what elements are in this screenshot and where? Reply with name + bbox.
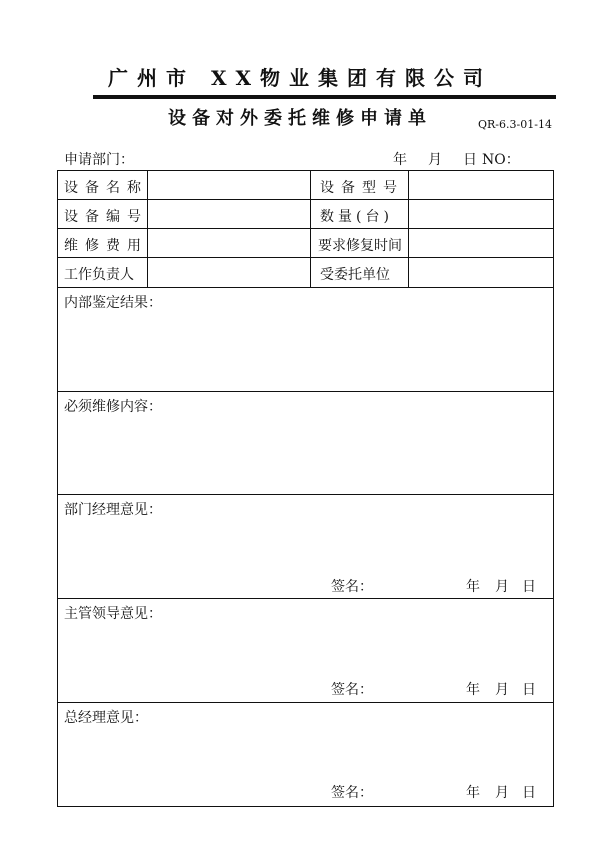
internal-assessment-label: 内部鉴定结果： bbox=[64, 295, 162, 311]
general-manager-month: 月 bbox=[495, 785, 509, 801]
general-manager-day: 日 bbox=[522, 785, 536, 801]
work-leader-field[interactable] bbox=[148, 258, 309, 287]
contractor-unit-field[interactable] bbox=[409, 258, 553, 287]
dept-label: 申请部门： bbox=[64, 152, 134, 168]
equipment-number-label: 设备编号 bbox=[64, 209, 148, 225]
equipment-name-label: 设备名称 bbox=[64, 180, 148, 196]
dept-manager-opinion-area[interactable] bbox=[58, 517, 553, 572]
quantity-label: 数量(台) bbox=[320, 209, 393, 225]
header-rule bbox=[93, 95, 556, 99]
meta-day: 日 bbox=[463, 152, 477, 168]
section-divider bbox=[57, 494, 554, 495]
supervisor-month: 月 bbox=[495, 682, 509, 698]
general-manager-opinion-label: 总经理意见： bbox=[64, 710, 148, 726]
repair-cost-label: 维修费用 bbox=[64, 238, 148, 254]
doc-code: QR-6.3-01-14 bbox=[478, 118, 552, 131]
general-manager-sign-label: 签名： bbox=[331, 785, 373, 801]
section-divider bbox=[57, 702, 554, 703]
supervisor-sign-label: 签名： bbox=[331, 682, 373, 698]
form-title: 设备对外委托维修申请单 bbox=[168, 108, 432, 129]
company-name: 广州市 XX物业集团有限公司 bbox=[108, 66, 492, 90]
dept-manager-opinion-label: 部门经理意见： bbox=[64, 502, 162, 518]
equipment-model-field[interactable] bbox=[409, 171, 553, 199]
no-label: NO： bbox=[482, 152, 520, 168]
required-repair-content-area[interactable] bbox=[58, 414, 553, 493]
general-manager-opinion-area[interactable] bbox=[58, 725, 553, 780]
general-manager-year: 年 bbox=[466, 785, 480, 801]
section-divider bbox=[57, 391, 554, 392]
row-divider bbox=[57, 287, 554, 288]
col-divider bbox=[310, 170, 311, 287]
repair-cost-field[interactable] bbox=[148, 229, 309, 257]
required-repair-content-label: 必须维修内容： bbox=[64, 399, 162, 415]
supervisor-opinion-label: 主管领导意见： bbox=[64, 606, 162, 622]
equipment-name-field[interactable] bbox=[148, 171, 309, 199]
supervisor-year: 年 bbox=[466, 682, 480, 698]
quantity-field[interactable] bbox=[409, 200, 553, 228]
dept-manager-sign-label: 签名： bbox=[331, 579, 373, 595]
internal-assessment-area[interactable] bbox=[58, 310, 553, 390]
work-leader-label: 工作负责人 bbox=[64, 267, 134, 283]
dept-manager-day: 日 bbox=[522, 579, 536, 595]
supervisor-day: 日 bbox=[522, 682, 536, 698]
equipment-number-field[interactable] bbox=[148, 200, 309, 228]
meta-month: 月 bbox=[428, 152, 442, 168]
contractor-unit-label: 受委托单位 bbox=[320, 267, 390, 283]
required-repair-time-field[interactable] bbox=[409, 229, 553, 257]
section-divider bbox=[57, 598, 554, 599]
meta-year: 年 bbox=[393, 152, 407, 168]
equipment-model-label: 设备型号 bbox=[320, 180, 404, 196]
dept-manager-year: 年 bbox=[466, 579, 480, 595]
dept-manager-month: 月 bbox=[495, 579, 509, 595]
supervisor-opinion-area[interactable] bbox=[58, 621, 553, 676]
required-repair-time-label: 要求修复时间 bbox=[318, 238, 402, 254]
